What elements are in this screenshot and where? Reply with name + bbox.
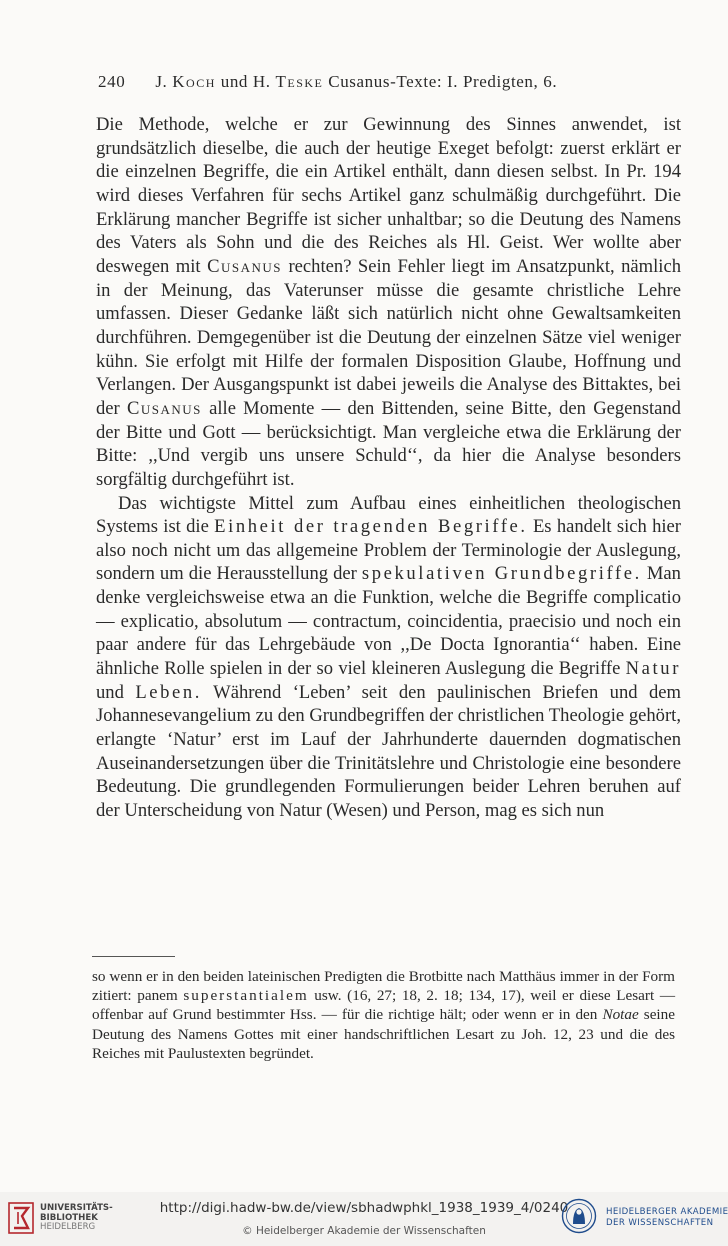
p2-text-c: Man denke vergleichsweise etwa an die Funktion, welche die Begriffe complicatio — explicatio, absolutum — contractum, coincidentia, praecisio und noch ein paar andere für das Lehrgebäude von ,,De Docta Ignorantia‘‘ haben. Eine ähnliche Rolle spielen in der so viel kleineren Auslegung die Begriffe: [96, 563, 681, 680]
header-authors-and-title: [155, 72, 557, 92]
emphasis-superstantialem: superstantialem: [183, 987, 309, 1005]
p1-text-b: rechten? Sein Fehler liegt im Ansatzpunkt, nämlich in der Meinung, das Vaterunser müsse die gesamte christliche Lehre umfassen. Dieser Gedanke läßt sich natürlich nicht ohne Gewaltsamkeiten durchführen. Demgegenüber ist die Deutung der einzelnen Sätze viel weniger kühn. Sie erfolgt mit Hilfe der formalen Disposition Glaube, Hoffnung und Verlangen. Der Ausgangspunkt ist dabei jeweils die Analyse des Bittaktes, bei der: [96, 255, 682, 419]
running-head: [98, 72, 618, 92]
italic-notae: Notae: [602, 1006, 639, 1024]
library-line-1: UNIVERSITÄTS-: [40, 1203, 113, 1213]
p2-conjunction: und: [96, 681, 124, 703]
digitization-footer: [0, 1192, 728, 1246]
academy-name[interactable]: [606, 1207, 728, 1228]
footnote: [92, 967, 675, 1063]
emphasis-leben: Leben.: [135, 681, 203, 703]
paragraph-1: [96, 113, 681, 492]
p2-text-d: Während ‘Leben’ seit den paulinischen Briefen und dem Johannesevangelium zu den Grundbegriffen der christlichen Theologie gehört, erlangte ‘Natur’ erst im Lauf der Jahrhunderte dauernden dogmatischen Auseinandersetzungen über die Trinitätslehre und Christologie eine besondere Bedeutung. Die grundlegenden Formulierungen beider Lehren beruhen auf der Unterscheidung von Natur (Wesen) und Person, mag es sich nun: [96, 681, 681, 822]
academy-line-2: DER WISSENSCHAFTEN: [606, 1217, 714, 1228]
footnote-text-b: usw. (16, 27; 18, 2. 18; 134, 17), weil er diese Lesart — offenbar auf Grund bestimmter Hss. — für die richtige hält; oder wenn er in den: [92, 987, 676, 1024]
library-line-3: HEIDELBERG: [40, 1222, 96, 1232]
library-line-2: BIBLIOTHEK: [40, 1212, 98, 1223]
p2-text-a: Das wichtigste Mittel zum Aufbau eines einheitlichen theologischen Systems ist die: [96, 492, 681, 538]
main-text: [96, 113, 681, 823]
name-cusanus: Cusanus: [126, 397, 202, 419]
p2-text-b: Es handelt sich hier also noch nicht um das allgemeine Problem der Terminologie der Auslegung, sondern um die Herausstellung der: [96, 516, 681, 585]
footnote-rule: [92, 956, 175, 957]
permalink-url[interactable]: http://digi.hadw-bw.de/view/sbhadwphkl_1938_1939_4/0240: [159, 1200, 569, 1216]
academy-seal-icon[interactable]: [561, 1198, 597, 1234]
name-cusanus: Cusanus: [207, 255, 282, 277]
footnote-text-c: seine Deutung des Namens Gottes mit einer handschriftlichen Lesart zu Joh. 12, 23 und die des Reiches mit Paulustexten begründet.: [92, 1006, 675, 1062]
footnote-text-a: so wenn er in den beiden lateinischen Predigten die Brotbitte nach Matthäus immer in der Form zitiert: panem: [92, 968, 675, 1005]
footnote-text: [92, 967, 675, 1063]
page-number: 240: [98, 72, 126, 91]
author-1-name: Koch: [172, 72, 216, 91]
copyright-notice: © Heidelberger Akademie der Wissenschaften: [242, 1225, 486, 1237]
author-2-initial: H.: [252, 72, 271, 91]
p1-text-c: alle Momente — den Bittenden, seine Bitte, den Gegenstand der Bitte und Gott — berücksichtigt. Man vergleiche etwa die Erklärung der Bitte: ,,Und vergib uns unsere Schuld‘‘, da hier die Analyse besonders sorgfältig durchgeführt ist.: [96, 397, 681, 490]
p1-text-a: Die Methode, welche er zur Gewinnung des Sinnes anwendet, ist grundsätzlich dieselbe, die auch der heutige Exeget befolgt: zuerst erklärt er die einzelnen Begriffe, die ein Artikel enthält, dann diesen selbst. In Pr. 194 wird dieses Verfahren für sechs Artikel ganz schulmäßig durchgeführt. Die Erklärung mancher Begriffe ist sicher unhaltbar; so die Deutung des Namens des Vaters als Sohn und die des Reiches als Hl. Geist. Wer wollte aber deswegen mit: [96, 114, 681, 277]
author-1-initial: J.: [155, 72, 168, 91]
emphasis-grundbegriffe: spekulativen Grundbegriffe.: [361, 563, 642, 585]
running-title: Cusanus-Texte: I. Predigten, 6.: [328, 72, 558, 91]
header-conjunction: und: [220, 72, 249, 91]
paragraph-2: [96, 492, 681, 823]
emphasis-einheit: Einheit der tragenden Begriffe.: [214, 516, 528, 538]
emphasis-natur: Natur: [625, 658, 681, 680]
author-2-name: Teske: [275, 72, 324, 91]
academy-line-1: HEIDELBERGER AKADEMIE: [606, 1207, 728, 1217]
